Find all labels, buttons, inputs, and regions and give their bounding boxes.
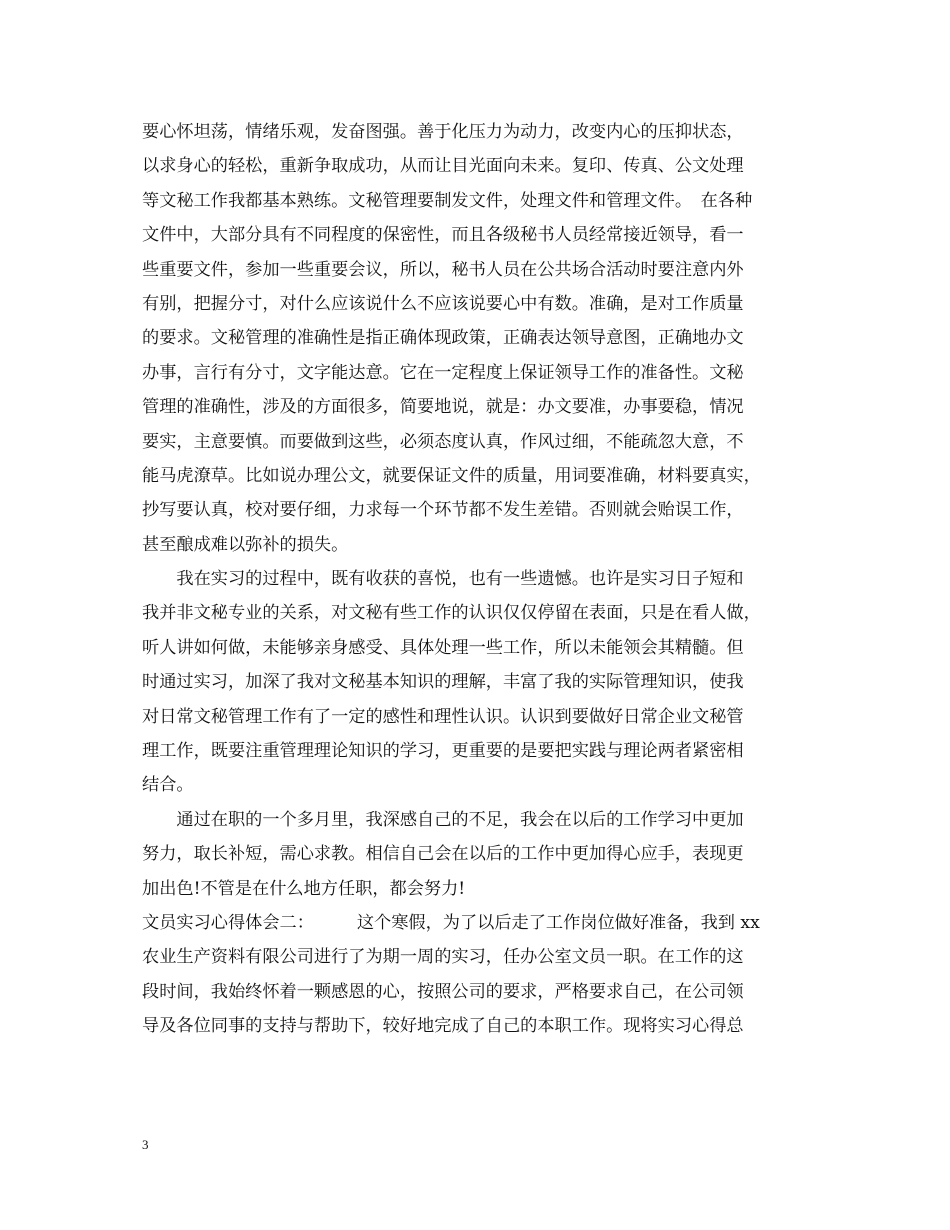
text-line: 有别，把握分寸，对什么应该说什么不应该说要心中有数。准确，是对工作质量 bbox=[142, 293, 744, 314]
body-text bbox=[142, 115, 822, 1044]
text-line: 文件中，大部分具有不同程度的保密性，而且各级秘书人员经常接近领导，看一 bbox=[142, 225, 744, 246]
text-line: 段时间，我始终怀着一颗感恩的心，按照公司的要求，严格要求自己，在公司领 bbox=[142, 981, 744, 1002]
text-line: 办事，言行有分寸，文字能达意。它在一定程度上保证领导工作的准备性。文秘 bbox=[142, 362, 744, 383]
text-line: 抄写要认真，校对要仔细，力求每一个环节都不发生差错。否则就会贻误工作， bbox=[142, 500, 744, 521]
text-line: 我并非文秘专业的关系，对文秘有些工作的认识仅仅停留在表面，只是在看人做， bbox=[142, 603, 761, 624]
text-line: 文员实习心得体会二： 这个寒假，为了以后走了工作岗位做好准备，我到 xx bbox=[142, 912, 760, 933]
text-line: 努力，取长补短，需心求教。相信自己会在以后的工作中更加得心应手，表现更 bbox=[142, 844, 744, 865]
text-line: 我在实习的过程中，既有收获的喜悦，也有一些遗憾。也许是实习日子短和 bbox=[142, 569, 744, 590]
text-line: 能马虎潦草。比如说办理公文，就要保证文件的质量，用词要准确，材料要真实， bbox=[142, 465, 761, 486]
text-line: 管理的准确性，涉及的方面很多，简要地说，就是：办文要准，办事要稳，情况 bbox=[142, 397, 744, 418]
text-line: 要心怀坦荡，情绪乐观，发奋图强。善于化压力为动力，改变内心的压抑状态， bbox=[142, 122, 744, 142]
text-line: 对日常文秘管理工作有了一定的感性和理性认识。认识到要做好日常企业文秘管 bbox=[142, 706, 744, 727]
text-line: 加出色!不管是在什么地方任职，都会努力! bbox=[142, 878, 466, 899]
text-line: 理工作，既要注重管理理论知识的学习，更重要的是要把实践与理论两者紧密相 bbox=[142, 741, 744, 762]
text-line: 结合。 bbox=[142, 775, 194, 796]
text-line: 等文秘工作我都基本熟练。文秘管理要制发文件，处理文件和管理文件。 在各种 bbox=[142, 190, 753, 211]
page-number: 3 bbox=[142, 1137, 149, 1152]
text-line: 以求身心的轻松，重新争取成功，从而让目光面向未来。复印、传真、公文处理 bbox=[142, 156, 744, 177]
text-line: 听人讲如何做，未能够亲身感受、具体处理一些工作，所以未能领会其精髓。但 bbox=[142, 637, 744, 658]
text-line: 甚至酿成难以弥补的损失。 bbox=[142, 534, 349, 555]
text-line: 导及各位同事的支持与帮助下，较好地完成了自己的本职工作。现将实习心得总 bbox=[142, 1016, 744, 1037]
text-line: 的要求。文秘管理的准确性是指正确体现政策，正确表达领导意图，正确地办文 bbox=[142, 328, 744, 349]
text-line: 通过在职的一个多月里，我深感自己的不足，我会在以后的工作学习中更加 bbox=[142, 809, 744, 830]
text-line: 农业生产资料有限公司进行了为期一周的实习，任办公室文员一职。在工作的这 bbox=[142, 947, 744, 968]
text-line: 些重要文件，参加一些重要会议，所以，秘书人员在公共场合活动时要注意内外 bbox=[142, 259, 744, 280]
text-line: 时通过实习，加深了我对文秘基本知识的理解，丰富了我的实际管理知识，使我 bbox=[142, 672, 744, 693]
text-line: 要实，主意要慎。而要做到这些，必须态度认真，作风过细，不能疏忽大意，不 bbox=[142, 431, 744, 452]
